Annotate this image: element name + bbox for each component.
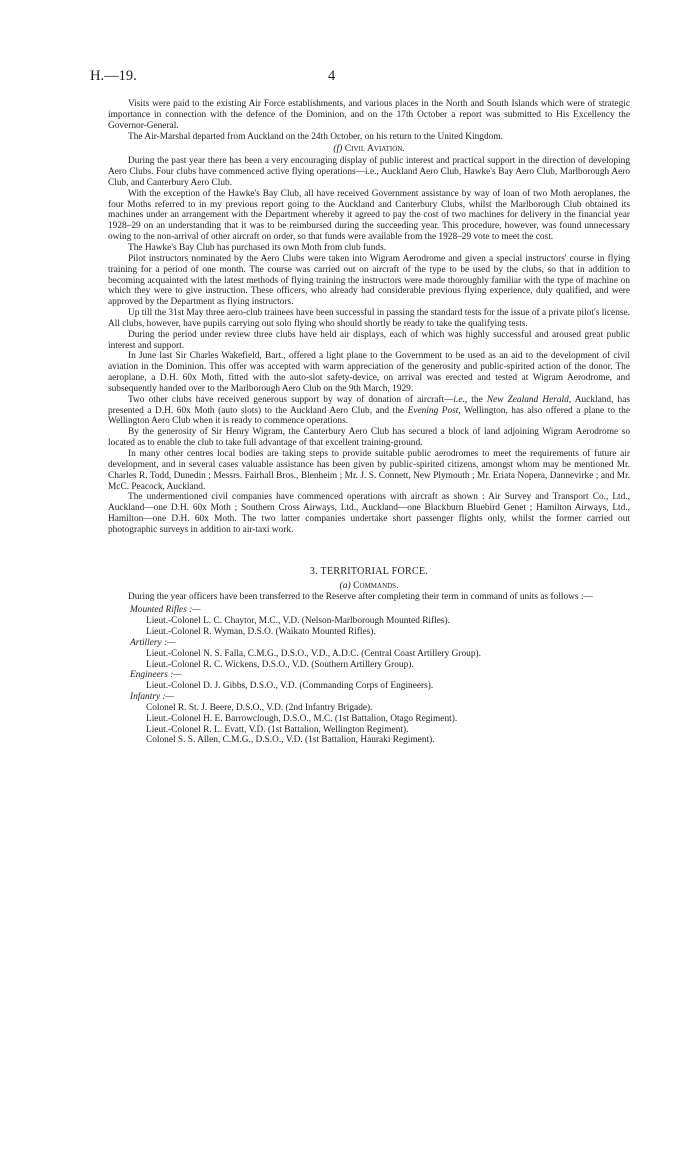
commands-heading [108,581,630,592]
paragraph-local-bodies: In many other centres local bodies are taking steps to provide suitable public aerodromes to meet the requirements of future air development, and in several cases valuable assistance has been given by public-spirited citizens, amongst whom may be mentioned Mr. Charles R. Todd, Dunedin ; Messrs. Fairhall Bros., Blenheim ; Mr. J. S. Connett, New Plymouth ; Mr. Eriata Nopera, Dannevirke ; and Mr. McC. Peacock, Auckland. [108,449,630,492]
commands-list [108,605,630,746]
category-artillery: Artillery :— [130,637,176,648]
donations-text-c: , Auckland, has presented a D.H. 60x Moth (auto slots) to the Auckland Aero Club, and the [108,394,630,416]
paragraph-wakefield: In June last Sir Charles Wakefield, Bart., offered a light plane to the Government to be used as an aid to the development of civil aviation in the Dominion. This offer was accepted with warm appreciation of the generosity and public-spirited action of the donor. The aeroplane, a D.H. 60x Moth, fitted with the auto-slot safety-device, on arrival was erected and tested at Wigram Aerodrome, and subsequently handed over to the Marlborough Aero Club on the 9th March, 1929. [108,351,630,394]
donations-text-d: , Wellington, has also offered a plane to the Wellington Aero Club when it is ready to commence operations. [108,405,630,427]
list-item: Colonel R. St. J. Beere, D.S.O., V.D. (2nd Infantry Brigade). [146,702,373,713]
civil-aviation-heading [108,144,630,155]
paragraph-visits: Visits were paid to the existing Air Force establishments, and various places in the North and South Islands which were of strategic importance in connection with the defence of the Dominion, and on the 17th October a report was submitted to His Excellency the Governor-General. [108,99,630,131]
donations-ie: i.e., [453,394,468,405]
commands-heading-letter: (a) [339,579,351,591]
list-item: Lieut.-Colonel D. J. Gibbs, D.S.O., V.D. (Commanding Corps of Engineers). [146,681,434,692]
page-body [108,99,630,746]
list-item: Lieut.-Colonel L. C. Chaytor, M.C., V.D. (Nelson-Marlborough Mounted Rifles). [146,616,450,627]
paragraph-moth-loans: With the exception of the Hawke's Bay Club, all have received Government assistance by way of loan of two Moth aeroplanes, the four Moths referred to in my previous report going to the Auckland and Canterbury Clubs, whilst the Marlborough Club obtained its machines under an arrangement with the Department whereby it agreed to pay the cost of two machines for delivery in the financial year 1928–29 on an understanding that it was to be reimbursed during the succeeding year. This procedure, however, was found unnecessary owing to the non-arrival of other aircraft on order, so that funds were available from the 1928–29 vote to meet the cost. [108,188,630,243]
donations-text-a: Two other clubs have received generous support by way of donation of aircraft— [128,394,454,405]
civil-aviation-heading-letter: (f) [333,143,343,155]
paragraph-wigram-land: By the generosity of Sir Henry Wigram, the Canterbury Aero Club has secured a block of land adjoining Wigram Aerodrome so located as to enable the club to take full advantage of that excellent training-ground. [108,427,630,449]
page-header [90,68,630,86]
paragraph-air-marshal-departure: The Air-Marshal departed from Auckland on the 24th October, on his return to the United Kingdom. [128,131,503,142]
donations-text-b: the [467,394,487,405]
paragraph-aero-clubs: During the past year there has been a very encouraging display of public interest and practical support in the direction of developing Aero Clubs. Four clubs have commenced active flying operations—i.e., Auckland Aero Club, Hawke's Bay Aero Club, Marlborough Aero Club, and Canterbury Aero Club. [108,156,630,188]
paragraph-air-displays: During the period under review three clubs have held air displays, each of which was highly successful and aroused great public interest and support. [108,329,630,351]
newspaper-evening-post: Evening Post [407,405,459,416]
civil-aviation-heading-text: Civil Aviation. [344,143,405,155]
list-item: Lieut.-Colonel H. E. Barrowclough, D.S.O., M.C. (1st Battalion, Otago Regiment). [146,713,458,724]
paragraph-hawkes-bay: The Hawke's Bay Club has purchased its own Moth from club funds. [128,242,387,253]
category-mounted-rifles: Mounted Rifles :— [130,605,201,616]
paragraph-civil-companies: The undermentioned civil companies have commenced operations with aircraft as shown : Air Survey and Transport Co., Ltd., Auckland—one D.H. 60x Moth ; Southern Cross Airways, Ltd., Auckland—one Blackburn Bluebird Genet ; Hamilton Airways, Ltd., Hamilton—one D.H. 60x Moth. The two latter companies undertake short passenger flights only, whilst the former carried out photographic surveys in addition to air-taxi work. [108,492,630,535]
category-engineers: Engineers :— [130,670,182,681]
list-item: Lieut.-Colonel N. S. Falla, C.M.G., D.S.O., V.D., A.D.C. (Central Coast Artillery Group). [146,648,481,659]
document-reference: H.—19. [90,68,137,84]
territorial-force-heading: 3. TERRITORIAL FORCE. [309,565,429,577]
list-item: Colonel S. S. Allen, C.M.G., D.S.O., V.D. (1st Battalion, Hauraki Regiment). [146,735,435,746]
page-number: 4 [328,68,336,84]
paragraph-trainees: Up till the 31st May three aero-club trainees have been successful in passing the standard tests for the issue of a private pilot's license. All clubs, however, have pupils carrying out solo flying who should shortly be ready to take the qualifying tests. [108,308,630,329]
list-item: Lieut.-Colonel R. Wyman, D.S.O. (Waikato Mounted Rifles). [146,626,376,637]
paragraph-donations [108,395,630,428]
category-infantry: Infantry :— [130,692,174,703]
commands-heading-text: Commands. [353,579,399,591]
list-item: Lieut.-Colonel R. L. Evatt, V.D. (1st Battalion, Wellington Regiment). [146,724,409,735]
paragraph-commands-intro: During the year officers have been transferred to the Reserve after completing their term in command of units as follows :— [128,592,593,603]
list-item: Lieut.-Colonel R. C. Wickens, D.S.O., V.D. (Southern Artillery Group). [146,659,414,670]
newspaper-nz-herald: New Zealand Herald [486,394,569,405]
paragraph-pilot-instructors: Pilot instructors nominated by the Aero Clubs were taken into Wigram Aerodrome and given a special instructors' course in flying training for a period of one month. The course was carried out on aircraft of the type to be used by the clubs, so that in addition to becoming acquainted with the latest methods of flying training the instructors were made thoroughly familiar with the type of machine on which they were to give instruction. These officers, who already had considerable previous flying experience, duly qualified, and were approved by the Department as flying instructors. [108,253,630,308]
